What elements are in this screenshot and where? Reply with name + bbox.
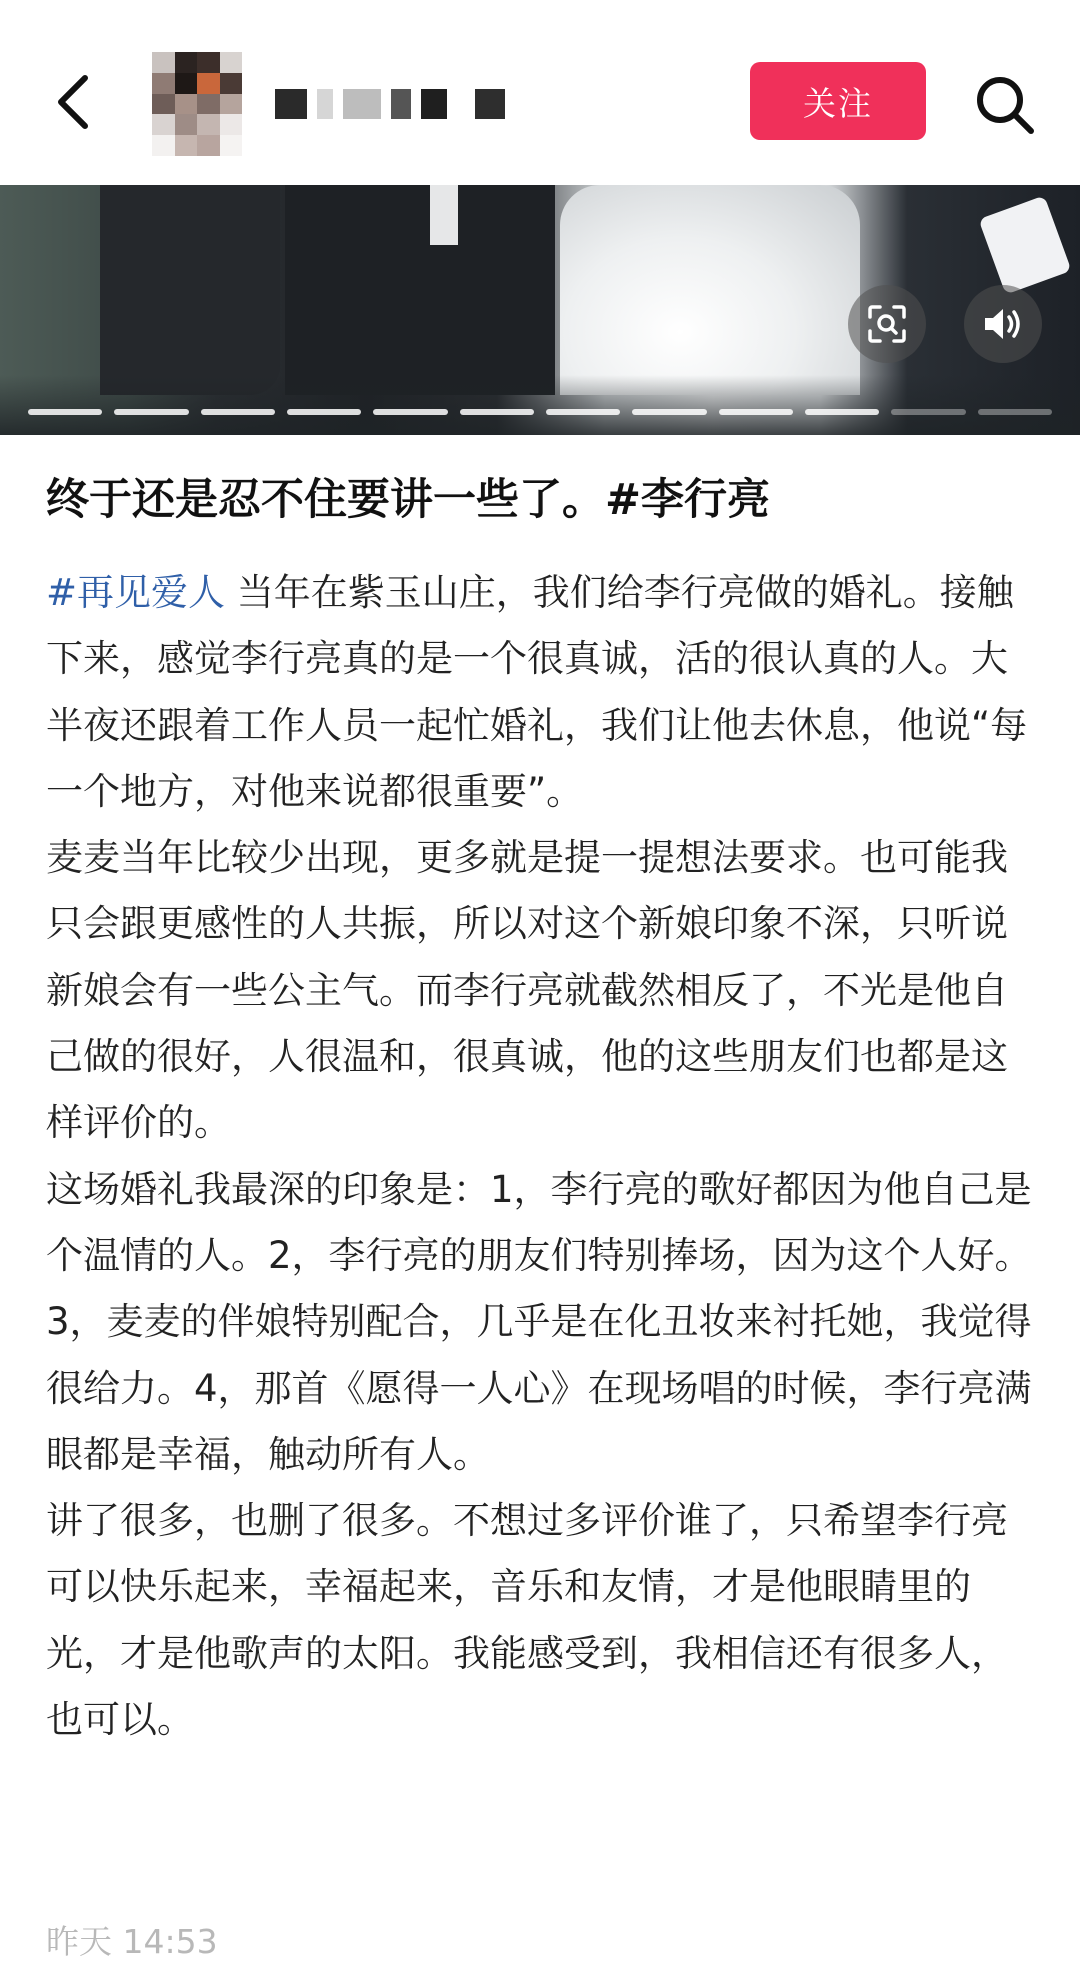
paragraph-text: 当年在紫玉山庄，我们给李行亮做的婚礼。接触下来，感觉李行亮真的是一个很真诚，活的很认真的人。大半夜还跟着工作人员一起忙婚礼，我们让他去休息，他说“每一个地方，对他来说都很重要”。	[46, 571, 1028, 813]
post-body	[46, 560, 1036, 1753]
search-icon	[974, 74, 1036, 136]
username-redacted[interactable]	[275, 86, 505, 122]
carousel-progress-segment	[632, 409, 706, 415]
follow-button[interactable]: 关注	[750, 62, 926, 140]
paragraph: 讲了很多，也删了很多。不想过多评价谁了，只希望李行亮可以快乐起来，幸福起来，音乐和友情，才是他眼睛里的光，才是他歌声的太阳。我能感受到，我相信还有很多人，也可以。	[46, 1499, 1008, 1742]
carousel-progress-segment	[114, 409, 188, 415]
speaker-icon	[981, 304, 1025, 344]
top-bar	[0, 0, 1080, 185]
avatar[interactable]	[152, 52, 242, 156]
sound-button[interactable]	[964, 285, 1042, 363]
hashtag-link[interactable]: #再见爱人	[46, 571, 226, 614]
carousel-progress-segment	[978, 409, 1052, 415]
post-timestamp: 昨天 14:53	[46, 1922, 218, 1961]
carousel-progress	[28, 409, 1052, 415]
carousel-progress-segment	[28, 409, 102, 415]
paragraph: 这场婚礼我最深的印象是：1，李行亮的歌好都因为他自己是个温情的人。2，李行亮的朋友们特别捧场，因为这个人好。3，麦麦的伴娘特别配合，几乎是在化丑妆来衬托她，我觉得很给力。4，那首《愿得一人心》在现场唱的时候，李行亮满眼都是幸福，触动所有人。	[46, 1167, 1032, 1476]
photo-figure	[100, 185, 280, 395]
back-button[interactable]	[48, 70, 98, 134]
photo-figure	[285, 185, 555, 395]
carousel-progress-segment	[287, 409, 361, 415]
photo-detail	[430, 185, 458, 245]
image-scan-button[interactable]	[848, 285, 926, 363]
photo-gradient	[0, 375, 1080, 435]
paragraph: 麦麦当年比较少出现，更多就是提一提想法要求。也可能我只会跟更感性的人共振，所以对这个新娘印象不深，只听说新娘会有一些公主气。而李行亮就截然相反了，不光是他自己做的很好，人很温和，很真诚，他的这些朋友们也都是这样评价的。	[46, 836, 1008, 1145]
carousel-progress-segment	[460, 409, 534, 415]
carousel-progress-segment	[719, 409, 793, 415]
search-button[interactable]	[970, 70, 1040, 140]
chevron-left-icon	[55, 72, 91, 132]
image-scan-icon	[866, 303, 908, 345]
post-title: 终于还是忍不住要讲一些了。#李行亮	[46, 475, 771, 525]
carousel-progress-segment	[805, 409, 879, 415]
paragraph	[46, 560, 1036, 825]
photo-dress	[560, 185, 860, 395]
carousel-progress-segment	[201, 409, 275, 415]
carousel-progress-segment	[373, 409, 447, 415]
carousel-progress-segment	[546, 409, 620, 415]
image-carousel[interactable]	[0, 185, 1080, 435]
carousel-progress-segment	[891, 409, 965, 415]
